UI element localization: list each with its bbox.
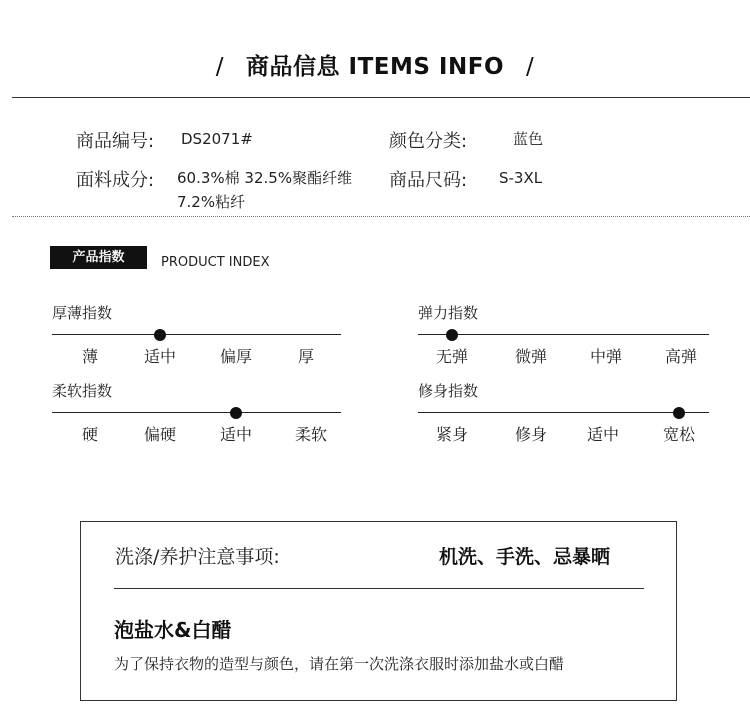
index-option: 厚 [297,347,315,366]
index-option: 无弹 [435,347,469,366]
index-option: 薄 [81,347,99,366]
tip-text: 为了保持衣物的造型与颜色，请在第一次洗涤衣服时添加盐水或白醋 [114,655,565,673]
care-divider [114,588,644,589]
header-divider [12,97,750,98]
index-option: 修身 [514,425,548,444]
index-title: 厚薄指数 [52,304,113,322]
index-option: 偏厚 [219,347,253,366]
index-marker [446,329,458,341]
index-title: 柔软指数 [52,382,113,400]
index-scale-line [418,412,709,413]
index-option: 宽松 [662,425,696,444]
index-title: 弹力指数 [418,304,479,322]
size-value: S-3XL [499,169,543,187]
color-label: 颜色分类: [389,131,468,152]
fabric-value-line1: 60.3%棉 32.5%聚酯纤维 [177,169,353,187]
index-marker [673,407,685,419]
index-option: 适中 [143,347,177,366]
product-index-badge: 产品指数 [50,246,147,269]
index-marker [230,407,242,419]
title-text: 商品信息 ITEMS INFO [246,54,504,80]
index-option: 紧身 [435,425,469,444]
tip-title: 泡盐水&白醋 [114,618,232,642]
product-index-english: PRODUCT INDEX [161,255,270,270]
title-slash-right: / [526,54,535,80]
index-option: 适中 [219,425,253,444]
index-scale-line [52,412,341,413]
product-code-label: 商品编号: [76,131,155,152]
info-divider [12,216,750,217]
care-label: 洗涤/养护注意事项: [115,546,280,568]
title-slash-left: / [215,54,224,80]
size-label: 商品尺码: [389,170,468,191]
color-value: 蓝色 [513,130,544,148]
index-marker [154,329,166,341]
index-scale-line [418,334,709,335]
product-code-value: DS2071# [181,130,253,148]
index-title: 修身指数 [418,382,479,400]
index-option: 微弹 [514,347,548,366]
index-option: 中弹 [589,347,623,366]
index-option: 高弹 [664,347,698,366]
index-scale-line [52,334,341,335]
index-option: 硬 [81,425,99,444]
fabric-label: 面料成分: [76,170,155,191]
index-option: 柔软 [294,425,328,444]
fabric-value-line2: 7.2%粘纤 [177,193,246,211]
care-value: 机洗、手洗、忌暴晒 [439,546,611,568]
page-title [0,48,750,81]
index-option: 偏硬 [143,425,177,444]
index-option: 适中 [586,425,620,444]
